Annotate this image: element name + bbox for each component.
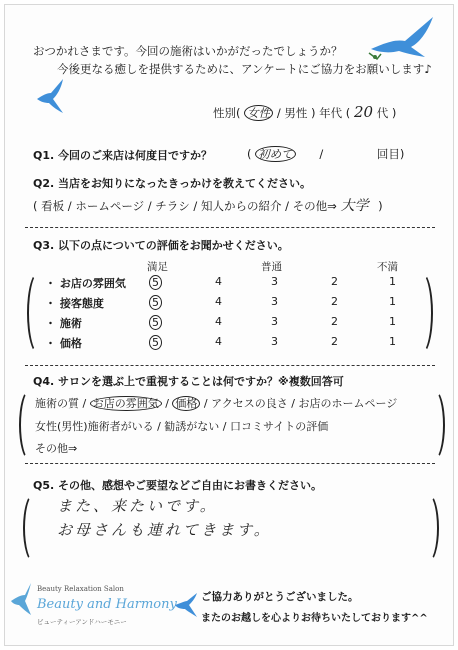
survey-sheet: [4, 4, 454, 646]
rating-3[interactable]: 3: [271, 295, 278, 308]
rating-5-selected[interactable]: 5: [149, 335, 162, 350]
bird-icon: [9, 581, 33, 621]
q2-other-answer[interactable]: 大学: [340, 198, 369, 214]
q2-option-list: ( 看板 / ホームページ / チラシ / 知人からの紹介 / その他⇒: [33, 199, 337, 213]
q2-options: [33, 195, 383, 215]
q5-answer-line-2[interactable]: お母さんも連れてきます。: [57, 521, 272, 539]
gender-female-selected[interactable]: 女性: [244, 105, 273, 121]
gender-male[interactable]: 男性: [284, 106, 308, 120]
scale-label-neutral: 普通: [261, 261, 282, 273]
rating-4[interactable]: 4: [215, 295, 222, 308]
age-value[interactable]: 20: [353, 103, 374, 121]
rating-5-selected[interactable]: 5: [149, 315, 162, 330]
rating-1[interactable]: 1: [389, 315, 396, 328]
option-quality[interactable]: 施術の質 /: [35, 397, 87, 410]
q2-question: Q2. 当店をお知りになったきっかけを教えてください。: [33, 177, 312, 190]
age-label: ) 年代 (: [311, 106, 351, 120]
bracket-left: [23, 493, 45, 563]
rating-4[interactable]: 4: [215, 335, 222, 348]
bracket-right: [423, 389, 445, 461]
rating-row: [45, 275, 415, 293]
salon-logo: [25, 577, 177, 637]
scale-label-dissatisfied: 不満: [377, 261, 398, 273]
rating-label: ・ 価格: [45, 337, 82, 350]
q1-question: Q1. 今回のご来店は何度目ですか？: [33, 149, 213, 162]
q4-options-line-1: [35, 395, 397, 411]
bird-icon: [173, 591, 199, 621]
logo-tagline: Beauty Relaxation Salon: [37, 585, 124, 593]
option-price-selected[interactable]: 価格: [172, 396, 200, 411]
bird-icon: [365, 13, 437, 63]
rating-label: ・ 接客態度: [45, 297, 104, 310]
separator: /: [276, 106, 281, 120]
rating-2[interactable]: 2: [331, 315, 338, 328]
rating-4[interactable]: 4: [215, 275, 222, 288]
separator: /: [319, 147, 324, 161]
age-unit: 代 ): [376, 106, 397, 120]
rating-2[interactable]: 2: [331, 335, 338, 348]
intro-line-1: おつかれさまです。今回の施術はいかがだったでしょうか？: [33, 44, 343, 58]
q1-answer: [247, 146, 404, 162]
separator: /: [165, 397, 169, 410]
q4-question: Q4. サロンを選ぶ上で重視することは何ですか？※複数回答可: [33, 375, 344, 388]
thanks-line-1: ご協力ありがとうございました。: [201, 591, 359, 603]
option-list[interactable]: / アクセスの良さ / お店のホームページ: [203, 397, 398, 410]
thanks-line-2: またのお越しを心よりお待ちいたしております^^: [201, 613, 428, 624]
rating-label: ・ お店の雰囲気: [45, 277, 126, 290]
q1-times-label: 回目): [376, 147, 405, 161]
rating-2[interactable]: 2: [331, 275, 338, 288]
rating-label: ・ 施術: [45, 317, 82, 330]
q5-answer-line-1[interactable]: また、来たいです。: [57, 497, 218, 515]
rating-5-selected[interactable]: 5: [149, 275, 162, 290]
rating-5-selected[interactable]: 5: [149, 295, 162, 310]
scale-label-satisfied: 満足: [147, 261, 168, 273]
section-divider: [25, 227, 435, 228]
q3-question: Q3. 以下の点についての評価をお聞かせください。: [33, 239, 289, 252]
rating-1[interactable]: 1: [389, 275, 396, 288]
section-divider: [25, 463, 435, 464]
bracket-right: [417, 493, 439, 563]
logo-subtitle: ビューティーアンドハーモニー: [37, 618, 127, 626]
q1-first-selected[interactable]: 初めて: [255, 146, 296, 162]
rating-row: [45, 295, 415, 313]
q4-other[interactable]: その他⇒: [35, 442, 78, 455]
paren: (: [247, 147, 252, 161]
rating-4[interactable]: 4: [215, 315, 222, 328]
rating-3[interactable]: 3: [271, 335, 278, 348]
logo-title: Beauty and Harmony: [37, 597, 177, 612]
rating-1[interactable]: 1: [389, 295, 396, 308]
rating-3[interactable]: 3: [271, 275, 278, 288]
rating-2[interactable]: 2: [331, 295, 338, 308]
paren: ): [378, 199, 383, 213]
rating-row: [45, 335, 415, 353]
demographics: [213, 103, 396, 121]
rating-3[interactable]: 3: [271, 315, 278, 328]
q4-options-line-2[interactable]: 女性(男性)施術者がいる / 勧誘がない / 口コミサイトの評価: [35, 420, 329, 433]
rating-row: [45, 315, 415, 333]
bird-icon: [33, 77, 67, 117]
gender-label: 性別(: [213, 106, 241, 120]
q5-question: Q5. その他、感想やご要望などご自由にお書きください。: [33, 479, 323, 492]
rating-1[interactable]: 1: [389, 335, 396, 348]
intro-line-2: 今後更なる癒しを提供するために、アンケートにご協力をお願いします♪: [57, 62, 432, 76]
option-atmosphere-selected[interactable]: お店の雰囲気: [90, 396, 162, 411]
section-divider: [25, 365, 435, 366]
